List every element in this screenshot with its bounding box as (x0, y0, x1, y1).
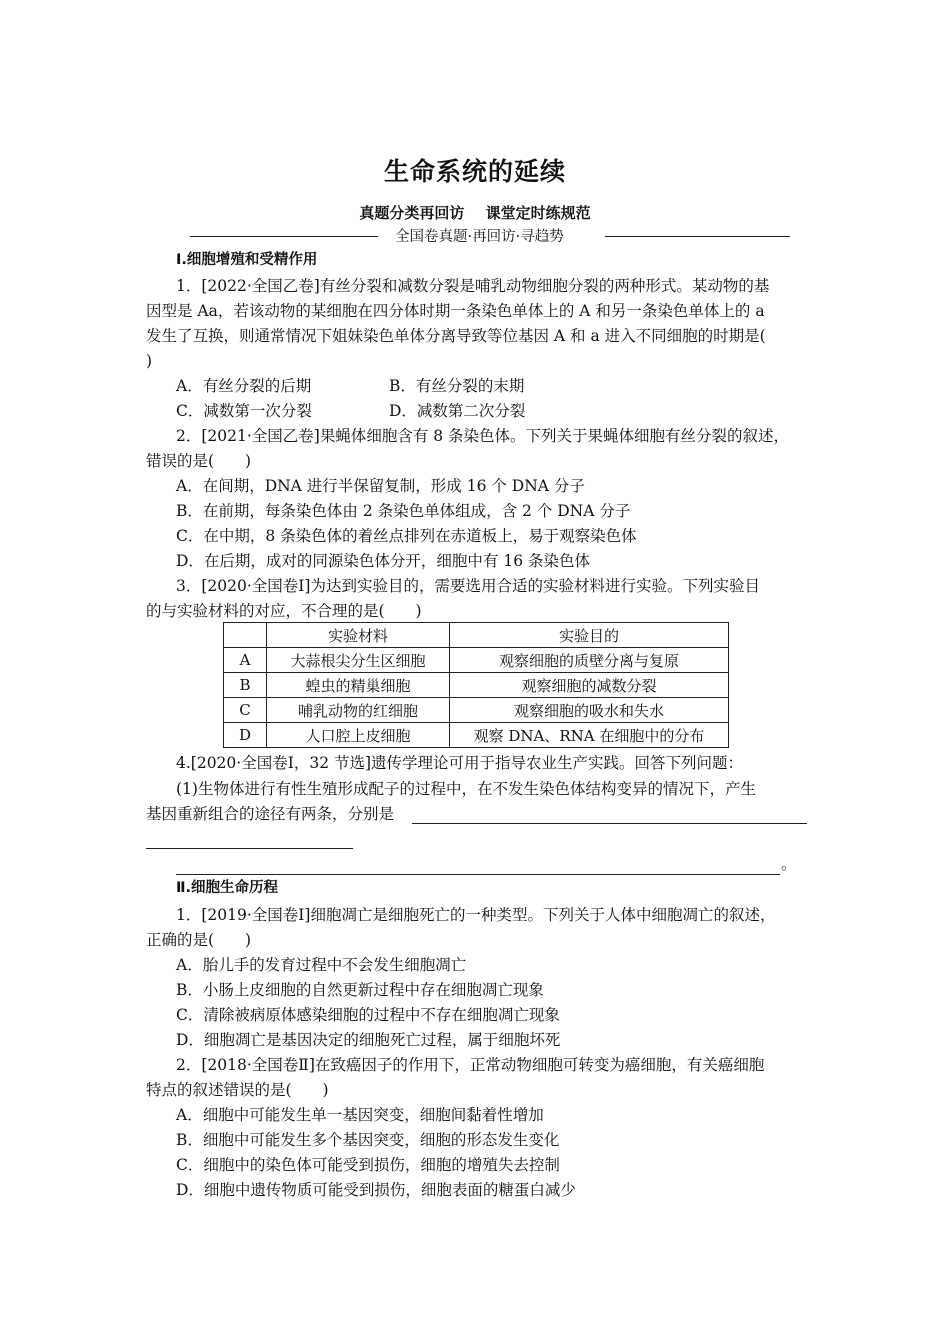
answer-blank-line[interactable] (176, 874, 780, 875)
s1-q1-option-a: A．有丝分裂的后期 (176, 377, 312, 395)
table-header-cell: 实验材料 (267, 623, 450, 648)
table-cell: 人口腔上皮细胞 (267, 723, 450, 748)
s2-q1-option-c: C．清除被病原体感染细胞的过程中不存在细胞凋亡现象 (176, 1006, 560, 1024)
divider-line-right (605, 236, 790, 237)
subtitle-left: 真题分类再回访 (359, 204, 465, 222)
table-header-cell: 实验目的 (450, 623, 729, 648)
s1-q1-option-d: D．减数第二次分裂 (389, 402, 526, 420)
table-row (224, 723, 729, 748)
table-header-cell (224, 623, 267, 648)
table-cell: 蝗虫的精巢细胞 (267, 673, 450, 698)
table-cell: D (224, 723, 267, 748)
table-cell: 观察细胞的减数分裂 (450, 673, 729, 698)
answer-blank-line[interactable] (412, 823, 807, 824)
s2-q1-line: 1．[2019·全国卷Ⅰ]细胞凋亡是细胞死亡的一种类型。下列关于人体中细胞凋亡的叙述， (176, 906, 776, 924)
s1-q1-line: 发生了互换，则通常情况下姐妹染色单体分离导致等位基因 A 和 a 进入不同细胞的时期是( (146, 327, 766, 345)
s1-q1-option-c: C．减数第一次分裂 (176, 402, 312, 420)
table-row (224, 648, 729, 673)
s1-q3-line: 的与实验材料的对应，不合理的是( ) (146, 602, 422, 620)
s2-q1-option-b: B．小肠上皮细胞的自然更新过程中存在细胞凋亡现象 (176, 981, 544, 999)
page-subtitle (0, 202, 950, 223)
table-cell: B (224, 673, 267, 698)
experiment-table (223, 622, 729, 748)
page-title: 生命系统的延续 (383, 157, 566, 186)
s2-q1-option-d: D．细胞凋亡是基因决定的细胞死亡过程，属于细胞坏死 (176, 1031, 561, 1049)
divider-line-left (190, 236, 378, 237)
table-row (224, 673, 729, 698)
s1-q2-option-a: A．在间期，DNA 进行半保留复制，形成 16 个 DNA 分子 (176, 477, 585, 495)
s1-q4-line: 4.[2020·全国卷Ⅰ，32 节选]遗传学理论可用于指导农业生产实践。回答下列问题： (176, 754, 744, 772)
s1-q2-option-b: B．在前期，每条染色体由 2 条染色单体组成，含 2 个 DNA 分子 (176, 502, 631, 520)
s2-q2-option-d: D．细胞中遗传物质可能受到损伤，细胞表面的糖蛋白减少 (176, 1181, 576, 1199)
divider-text: 全国卷真题·再回访·寻趋势 (395, 229, 564, 245)
table-cell: 哺乳动物的红细胞 (267, 698, 450, 723)
subtitle-right: 课堂定时练规范 (485, 204, 591, 222)
table-cell: 观察细胞的吸水和失水 (450, 698, 729, 723)
table-cell: 观察细胞的质壁分离与复原 (450, 648, 729, 673)
section-heading-1: Ⅰ.细胞增殖和受精作用 (176, 252, 318, 268)
s1-q1-option-row (176, 399, 846, 424)
s2-q1-line: 正确的是( ) (146, 931, 252, 949)
s1-q4-end-mark: 。 (781, 855, 797, 873)
s1-q2-option-d: D．在后期，成对的同源染色体分开，细胞中有 16 条染色体 (176, 552, 591, 570)
section-heading-2: Ⅱ.细胞生命历程 (176, 880, 279, 896)
s1-q1-line: ) (146, 352, 153, 370)
table-cell: C (224, 698, 267, 723)
s1-q1-option-row (176, 374, 846, 399)
s1-q1-line: 1．[2022·全国乙卷]有丝分裂和减数分裂是哺乳动物细胞分裂的两种形式。某动物的基 (176, 277, 770, 295)
table-cell: 观察 DNA、RNA 在细胞中的分布 (450, 723, 729, 748)
table-cell: A (224, 648, 267, 673)
s1-q1-line: 因型是 Aa，若该动物的某细胞在四分体时期一条染色单体上的 A 和另一条染色单体上的 a (146, 302, 765, 320)
table-header-row (224, 623, 729, 648)
table-cell: 大蒜根尖分生区细胞 (267, 648, 450, 673)
s2-q2-line: 2．[2018·全国卷Ⅱ]在致癌因子的作用下，正常动物细胞可转变为癌细胞，有关癌细胞 (176, 1056, 765, 1074)
s1-q4-line: 基因重新组合的途径有两条，分别是 (146, 805, 395, 823)
s2-q2-option-b: B．细胞中可能发生多个基因突变，细胞的形态发生变化 (176, 1131, 560, 1149)
s1-q2-option-c: C．在中期，8 条染色体的着丝点排列在赤道板上，易于观察染色体 (176, 527, 637, 545)
s1-q2-line: 2．[2021·全国乙卷]果蝇体细胞含有 8 条染色体。下列关于果蝇体细胞有丝分裂的叙述， (176, 427, 790, 445)
answer-blank-line[interactable] (146, 848, 353, 849)
s2-q2-line: 特点的叙述错误的是( ) (146, 1081, 329, 1099)
s2-q1-option-a: A．胎儿手的发育过程中不会发生细胞凋亡 (176, 956, 467, 974)
s1-q3-line: 3．[2020·全国卷Ⅰ]为达到实验目的，需要选用合适的实验材料进行实验。下列实验目 (176, 577, 760, 595)
s1-q2-line: 错误的是( ) (146, 452, 252, 470)
s1-q4-line: (1)生物体进行有性生殖形成配子的过程中，在不发生染色体结构变异的情况下，产生 (176, 780, 756, 798)
s2-q2-option-c: C．细胞中的染色体可能受到损伤，细胞的增殖失去控制 (176, 1156, 560, 1174)
table-row (224, 698, 729, 723)
s2-q2-option-a: A．细胞中可能发生单一基因突变，细胞间黏着性增加 (176, 1106, 544, 1124)
section-divider (190, 225, 790, 247)
s1-q1-option-b: B．有丝分裂的末期 (389, 377, 525, 395)
